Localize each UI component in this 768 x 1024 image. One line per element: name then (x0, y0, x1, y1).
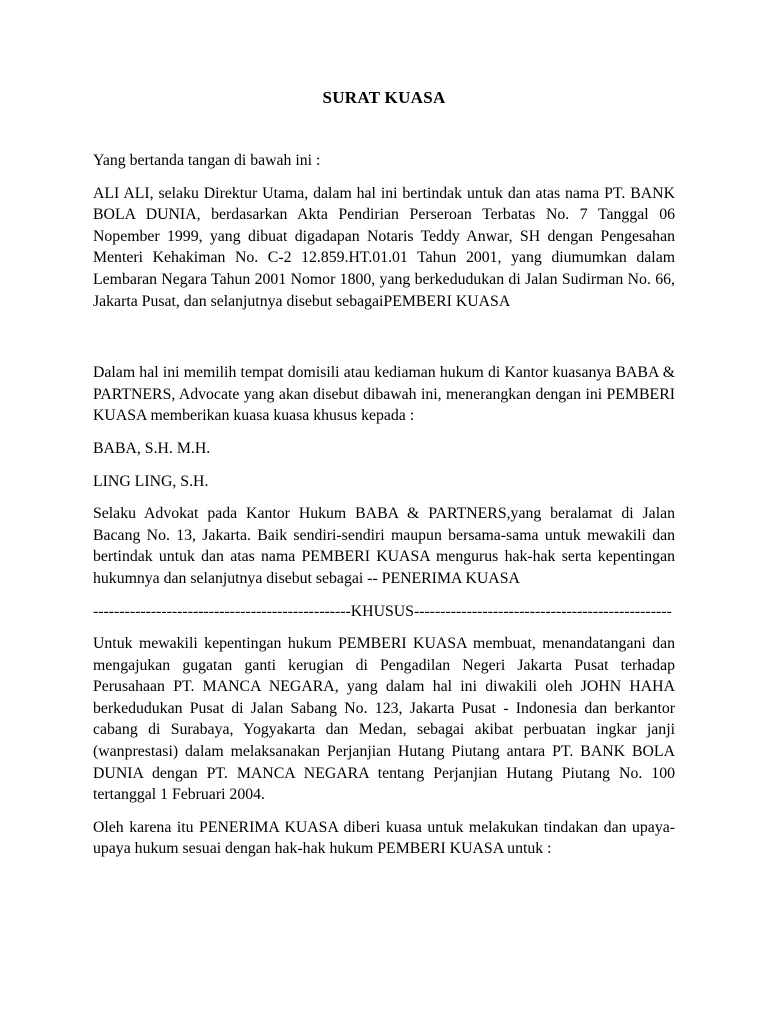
grantor-paragraph: ALI ALI, selaku Direktur Utama, dalam hal ini bertindak untuk dan atas nama PT. BANK BOLA DUNIA, berdasarkan Akta Pendirian Perseroan Terbatas No. 7 Tanggal 06 Nopember 1999, yang dibuat digadapan Notaris Teddy Anwar, SH dengan Pengesahan Menteri Kehakiman No. C-2 12.859.HT.01.01 Tahun 2001, yang diumumkan dalam Lembaran Negara Tahun 2001 Nomor 1800, yang berkedudukan di Jalan Sudirman No. 66, Jakarta Pusat, dan selanjutnya disebut sebagaiPEMBERI KUASA (93, 184, 675, 310)
document-title: SURAT KUASA (322, 88, 446, 107)
document-body (93, 150, 675, 860)
purpose-paragraph: Untuk mewakili kepentingan hukum PEMBERI KUASA membuat, menandatangani dan mengajukan gugatan ganti kerugian di Pengadilan Negeri Jakarta Pusat terhadap Perusahaan PT. MANCA NEGARA, yang dalam hal ini diwakili oleh JOHN HAHA berkedudukan Pusat di Jalan Sabang No. 123, Jakarta Pusat - Indonesia dan berkantor cabang di Surabaya, Yogyakarta dan Medan, sebagai akibat perbuatan ingkar janji (wanprestasi) dalam melaksanakan Perjanjian Hutang Piutang antara PT. BANK BOLA DUNIA dengan PT. MANCA NEGARA tentang Perjanjian Hutang Piutang No. 100 tertanggal 1 Februari 2004. (93, 635, 675, 804)
domicile-paragraph: Dalam hal ini memilih tempat domisili atau kediaman hukum di Kantor kuasanya BABA & PARTNERS, Advocate yang akan disebut dibawah ini, menerangkan dengan ini PEMBERI KUASA memberikan kuasa kuasa khusus kepada : (93, 364, 675, 425)
attorney-name-1: BABA, S.H. M.H. (93, 439, 211, 457)
closing-paragraph: Oleh karena itu PENERIMA KUASA diberi kuasa untuk melakukan tindakan dan upaya-upaya hukum sesuai dengan hak-hak hukum PEMBERI KUASA untuk : (93, 818, 675, 858)
intro-line: Yang bertanda tangan di bawah ini : (93, 152, 321, 169)
attorney-name-2: LING LING, S.H. (93, 472, 209, 490)
special-separator: -------------------------------------------------KHUSUS------------------------------------------------- (93, 602, 672, 620)
attorney-paragraph: Selaku Advokat pada Kantor Hukum BABA & PARTNERS,yang beralamat di Jalan Bacang No. 13, Jakarta. Baik sendiri-sendiri maupun bersama-sama untuk mewakili dan bertindak untuk dan atas nama PEMBERI KUASA mengurus hak-hak serta kepentingan hukumnya dan selanjutnya disebut sebagai -- PENERIMA KUASA (93, 505, 675, 587)
